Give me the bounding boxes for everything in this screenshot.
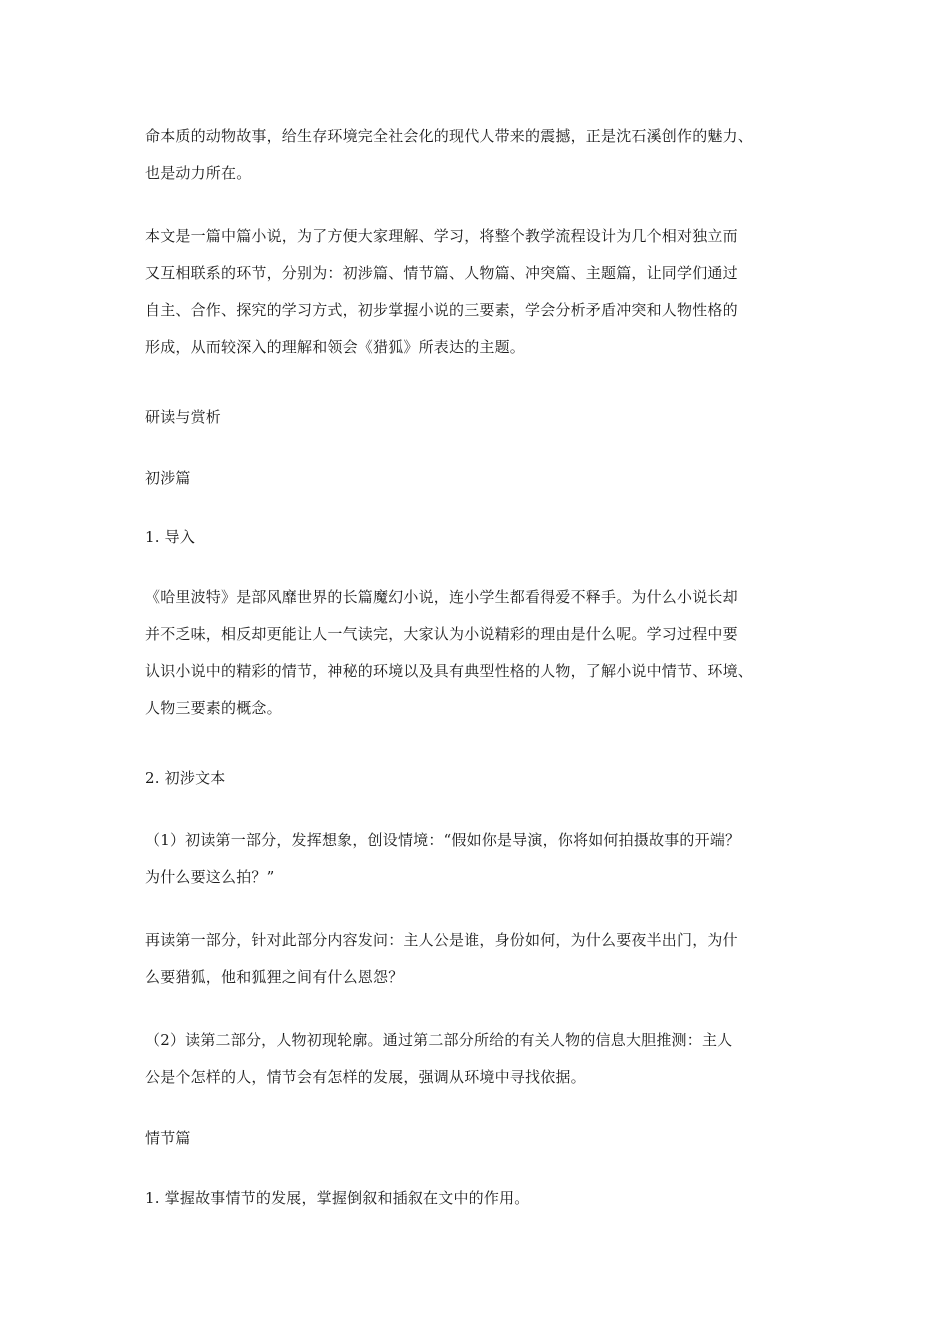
subheading-plot-development <box>145 1180 825 1217</box>
heading-plot-section <box>145 1120 825 1157</box>
subheading-text: 1. 导入 <box>145 528 196 546</box>
heading-initial-section <box>145 460 825 497</box>
paragraph-harry-potter <box>145 579 825 727</box>
heading-text: 研读与赏析 <box>145 408 222 426</box>
paragraph-intro-continued <box>145 118 825 192</box>
text-line: （2）读第二部分，人物初现轮廓。通过第二部分所给的有关人物的信息大胆推测：主人 <box>145 1031 733 1049</box>
paragraph-second-reading <box>145 922 825 996</box>
heading-text: 情节篇 <box>145 1129 191 1147</box>
text-line: 形成，从而较深入的理解和领会《猎狐》所表达的主题。 <box>145 338 526 356</box>
subheading-text: 2. 初涉文本 <box>145 769 226 787</box>
text-line: 也是动力所在。 <box>145 164 252 182</box>
text-line: （1）初读第一部分，发挥想象，创设情境：“假如你是导演，你将如何拍摄故事的开端？ <box>145 831 741 849</box>
text-line: 公是个怎样的人，情节会有怎样的发展，强调从环境中寻找依据。 <box>145 1068 586 1086</box>
text-line: 命本质的动物故事，给生存环境完全社会化的现代人带来的震撼，正是沈石溪创作的魅力、 <box>145 127 754 145</box>
subheading-initial-text <box>145 760 825 797</box>
text-line: 认识小说中的精彩的情节，神秘的环境以及具有典型性格的人物，了解小说中情节、环境、 <box>145 662 754 680</box>
heading-text: 初涉篇 <box>145 469 191 487</box>
text-line: 又互相联系的环节，分别为：初涉篇、情节篇、人物篇、冲突篇、主题篇，让同学们通过 <box>145 264 738 282</box>
subheading-introduction <box>145 519 825 556</box>
text-line: 人物三要素的概念。 <box>145 699 282 717</box>
paragraph-part-two <box>145 1022 825 1096</box>
subheading-text: 1. 掌握故事情节的发展，掌握倒叙和插叙在文中的作用。 <box>145 1189 530 1207</box>
paragraph-first-reading <box>145 822 825 896</box>
text-line: 再读第一部分，针对此部分内容发问：主人公是谁，身份如何，为什么要夜半出门，为什 <box>145 931 738 949</box>
text-line: 并不乏味，相反却更能让人一气读完，大家认为小说精彩的理由是什么呢。学习过程中要 <box>145 625 738 643</box>
paragraph-lesson-overview <box>145 218 825 366</box>
text-line: 自主、合作、探究的学习方式，初步掌握小说的三要素，学会分析矛盾冲突和人物性格的 <box>145 301 738 319</box>
text-line: 《哈里波特》是部风靡世界的长篇魔幻小说，连小学生都看得爱不释手。为什么小说长却 <box>145 588 738 606</box>
heading-study-appreciation <box>145 399 825 436</box>
text-line: 本文是一篇中篇小说，为了方便大家理解、学习，将整个教学流程设计为几个相对独立而 <box>145 227 738 245</box>
text-line: 为什么要这么拍？” <box>145 868 275 886</box>
text-line: 么要猎狐，他和狐狸之间有什么恩怨？ <box>145 968 404 986</box>
